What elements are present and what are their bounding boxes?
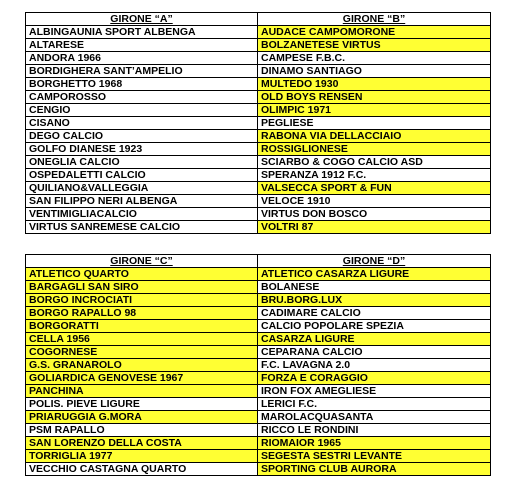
team-cell: RIOMAIOR 1965	[258, 437, 491, 450]
table-row	[26, 346, 491, 359]
girone-b-header: GIRONE “B”	[258, 13, 491, 26]
table-row	[26, 385, 491, 398]
girone-c-header: GIRONE “C”	[26, 255, 258, 268]
team-cell: IRON FOX AMEGLIESE	[258, 385, 491, 398]
table-header-row	[26, 13, 491, 26]
team-cell: FORZA E CORAGGIO	[258, 372, 491, 385]
team-cell: CEPARANA CALCIO	[258, 346, 491, 359]
team-cell: RICCO LE RONDINI	[258, 424, 491, 437]
team-cell: ONEGLIA CALCIO	[26, 156, 258, 169]
team-cell: CENGIO	[26, 104, 258, 117]
table-row	[26, 320, 491, 333]
table-row	[26, 294, 491, 307]
table-row	[26, 26, 491, 39]
team-cell: SCIARBO & COGO CALCIO ASD	[258, 156, 491, 169]
team-cell: BORDIGHERA SANT’AMPELIO	[26, 65, 258, 78]
table-row	[26, 169, 491, 182]
team-cell: OSPEDALETTI CALCIO	[26, 169, 258, 182]
team-cell: ATLETICO QUARTO	[26, 268, 258, 281]
girone-a-b-table	[25, 12, 491, 234]
team-cell: ANDORA 1966	[26, 52, 258, 65]
team-cell: BARGAGLI SAN SIRO	[26, 281, 258, 294]
team-cell: PANCHINA	[26, 385, 258, 398]
table-header-row	[26, 255, 491, 268]
team-cell: GOLIARDICA GENOVESE 1967	[26, 372, 258, 385]
team-cell: SEGESTA SESTRI LEVANTE	[258, 450, 491, 463]
table-row	[26, 143, 491, 156]
team-cell: PEGLIESE	[258, 117, 491, 130]
table-row	[26, 268, 491, 281]
team-cell: SAN LORENZO DELLA COSTA	[26, 437, 258, 450]
team-cell: BORGO RAPALLO 98	[26, 307, 258, 320]
team-cell: DEGO CALCIO	[26, 130, 258, 143]
table-row	[26, 52, 491, 65]
team-cell: GOLFO DIANESE 1923	[26, 143, 258, 156]
table-row	[26, 182, 491, 195]
team-cell: ROSSIGLIONESE	[258, 143, 491, 156]
table-row	[26, 307, 491, 320]
team-cell: AUDACE CAMPOMORONE	[258, 26, 491, 39]
table-row	[26, 39, 491, 52]
team-cell: PRIARUGGIA G.MORA	[26, 411, 258, 424]
table-row	[26, 208, 491, 221]
table-row	[26, 91, 491, 104]
team-cell: ALBINGAUNIA SPORT ALBENGA	[26, 26, 258, 39]
team-cell: OLIMPIC 1971	[258, 104, 491, 117]
team-cell: COGORNESE	[26, 346, 258, 359]
team-cell: CELLA 1956	[26, 333, 258, 346]
girone-a-header: GIRONE “A”	[26, 13, 258, 26]
table-row	[26, 78, 491, 91]
team-cell: RABONA VIA DELLACCIAIO	[258, 130, 491, 143]
team-cell: QUILIANO&VALLEGGIA	[26, 182, 258, 195]
team-cell: VENTIMIGLIACALCIO	[26, 208, 258, 221]
team-cell: BORGO INCROCIATI	[26, 294, 258, 307]
table-row	[26, 424, 491, 437]
team-cell: MAROLACQUASANTA	[258, 411, 491, 424]
table-row	[26, 463, 491, 476]
team-cell: F.C. LAVAGNA 2.0	[258, 359, 491, 372]
table-row	[26, 195, 491, 208]
table-row	[26, 437, 491, 450]
team-cell: CADIMARE CALCIO	[258, 307, 491, 320]
table-row	[26, 130, 491, 143]
team-cell: LERICI F.C.	[258, 398, 491, 411]
team-cell: MULTEDO 1930	[258, 78, 491, 91]
team-cell: CASARZA LIGURE	[258, 333, 491, 346]
team-cell: VECCHIO CASTAGNA QUARTO	[26, 463, 258, 476]
team-cell: BOLANESE	[258, 281, 491, 294]
team-cell: G.S. GRANAROLO	[26, 359, 258, 372]
team-cell: SPERANZA 1912 F.C.	[258, 169, 491, 182]
team-cell: VALSECCA SPORT & FUN	[258, 182, 491, 195]
team-cell: POLIS. PIEVE LIGURE	[26, 398, 258, 411]
team-cell: BORGORATTI	[26, 320, 258, 333]
team-cell: CALCIO POPOLARE SPEZIA	[258, 320, 491, 333]
team-cell: SAN FILIPPO NERI ALBENGA	[26, 195, 258, 208]
team-cell: ATLETICO CASARZA LIGURE	[258, 268, 491, 281]
table-row	[26, 372, 491, 385]
team-cell: CAMPOROSSO	[26, 91, 258, 104]
table-row	[26, 411, 491, 424]
girone-c-d-table	[25, 254, 491, 476]
team-cell: ALTARESE	[26, 39, 258, 52]
girone-d-header: GIRONE “D”	[258, 255, 491, 268]
team-cell: BRU.BORG.LUX	[258, 294, 491, 307]
table-row	[26, 65, 491, 78]
team-cell: CISANO	[26, 117, 258, 130]
team-cell: VELOCE 1910	[258, 195, 491, 208]
team-cell: VIRTUS DON BOSCO	[258, 208, 491, 221]
team-cell: PSM RAPALLO	[26, 424, 258, 437]
team-cell: VOLTRI 87	[258, 221, 491, 234]
table-row	[26, 359, 491, 372]
table-row	[26, 156, 491, 169]
team-cell: BORGHETTO 1968	[26, 78, 258, 91]
team-cell: OLD BOYS RENSEN	[258, 91, 491, 104]
team-cell: BOLZANETESE VIRTUS	[258, 39, 491, 52]
team-cell: CAMPESE F.B.C.	[258, 52, 491, 65]
table-row	[26, 281, 491, 294]
table-row	[26, 104, 491, 117]
table-row	[26, 221, 491, 234]
team-cell: SPORTING CLUB AURORA	[258, 463, 491, 476]
table-row	[26, 450, 491, 463]
team-cell: VIRTUS SANREMESE CALCIO	[26, 221, 258, 234]
team-cell: DINAMO SANTIAGO	[258, 65, 491, 78]
table-row	[26, 398, 491, 411]
team-cell: TORRIGLIA 1977	[26, 450, 258, 463]
table-row	[26, 117, 491, 130]
table-row	[26, 333, 491, 346]
